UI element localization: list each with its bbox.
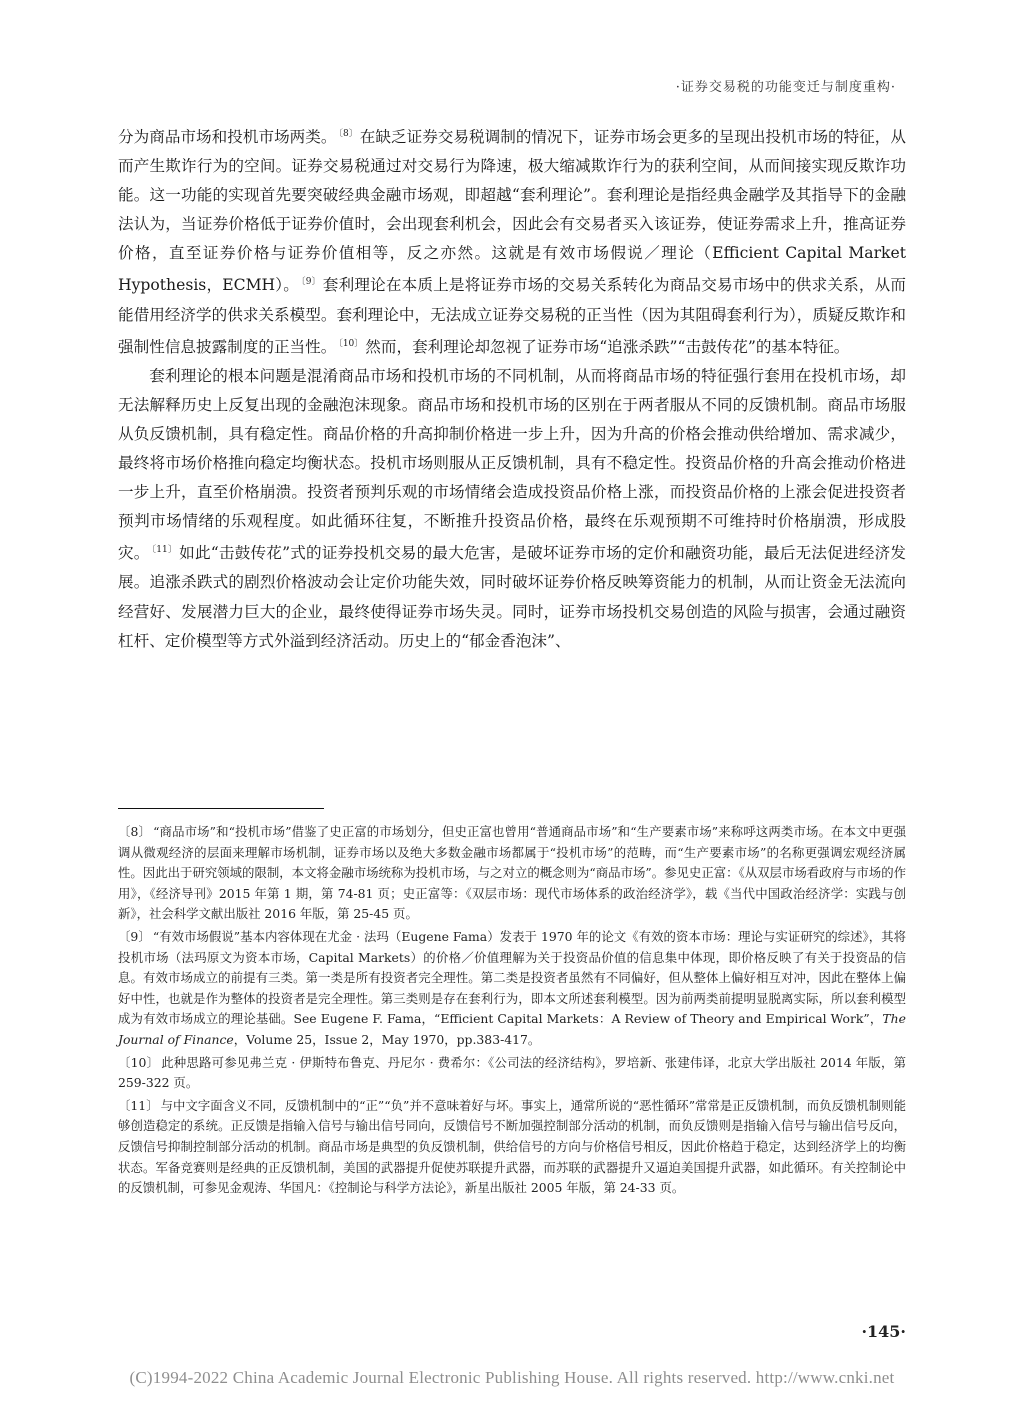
paragraph-1 bbox=[118, 120, 906, 362]
journal-title: The Journal of Finance bbox=[118, 1011, 906, 1047]
footnote-8 bbox=[118, 822, 906, 925]
running-header: ·证券交易税的功能变迁与制度重构· bbox=[675, 80, 896, 95]
footnote-number: 〔11〕 bbox=[118, 1097, 159, 1113]
paragraph-text: 然而，套利理论却忽视了证券市场“追涨杀跌”“击鼓传花”的基本特征。 bbox=[365, 337, 850, 356]
footnote-divider bbox=[118, 808, 324, 809]
footnote-ref-11[interactable]: 〔11〕 bbox=[151, 545, 178, 556]
footnote-text: 此种思路可参见弗兰克 · 伊斯特布鲁克、丹尼尔 · 费希尔：《公司法的经济结构》，罗培新、张建伟译，北京大学出版社 2014 年版，第 259-322 页。 bbox=[118, 1054, 906, 1091]
footnote-number: 〔10〕 bbox=[118, 1054, 160, 1070]
footnote-10 bbox=[118, 1053, 906, 1094]
footnote-text: “有效市场假说”基本内容体现在尤金 · 法玛（Eugene Fama）发表于 1970 年的论文《有效的资本市场：理论与实证研究的综述》，其将投机市场（法玛原文为资本市场，Capital Markets）的价格／价值理解为关于投资品价值的信息集中体现，即价格反映了有关于投资品的信息。有效市场成立的前提有三类。第一类是所有投资者完全理性。第二类是投资者虽然有不同偏好，但从整体上偏好相互对冲，因此在整体上偏好中性，也就是作为整体的投资者是完全理性。第三类则是存在套利行为，即本文所述套利模型。因为前两类前提明显脱离实际，所以套利模型成为有效市场成立的理论基础。See Eugene F. Fama，“Efficient Capital Markets：A Review of Theory and Empirical Work”， bbox=[118, 928, 907, 1027]
footnote-ref-10[interactable]: 〔10〕 bbox=[338, 338, 364, 349]
footnote-ref-9[interactable]: 〔9〕 bbox=[301, 277, 321, 288]
paragraph-text: 套利理论的根本问题是混淆商品市场和投机市场的不同机制，从而将商品市场的特征强行套用在投机市场，却无法解释历史上反复出现的金融泡沫现象。商品市场和投机市场的区别在于两者服从不同的反馈机制。商品市场服从负反馈机制，具有稳定性。商品价格的升高抑制价格进一步上升，因为升高的价格会推动供给增加、需求减少，最终将市场价格推向稳定均衡状态。投机市场则服从正反馈机制，具有不稳定性。投资品价格的升高会推动价格进一步上升，直至价格崩溃。投资者预判乐观的市场情绪会造成投资品价格上涨，而投资品价格的上涨会促进投资者预判市场情绪的乐观程度。如此循环往复，不断推升投资品价格，最终在乐观预期不可维持时价格崩溃，形成股灾。 bbox=[118, 366, 906, 563]
footnote-text: “商品市场”和“投机市场”借鉴了史正富的市场划分，但史正富也曾用“普通商品市场”和“生产要素市场”来称呼这两类市场。在本文中更强调从微观经济的层面来理解市场机制，证券市场以及绝大多数金融市场都属于“投机市场”的范畴，而“生产要素市场”的名称更强调宏观经济属性。因此出于研究领域的限制，本文将金融市场统称为投机市场，与之对立的概念则为“商品市场”。参见史正富：《从双层市场看政府与市场的作用》，《经济导刊》2015 年第 1 期，第 74-81 页；史正富等：《双层市场：现代市场体系的政治经济学》，载《当代中国政治经济学：实践与创新》，社会科学文献出版社 2016 年版，第 25-45 页。 bbox=[118, 824, 906, 922]
paragraph-2 bbox=[118, 362, 906, 656]
paragraph-text: 如此“击鼓传花”式的证券投机交易的最大危害，是破坏证券市场的定价和融资功能，最后无法促进经济发展。追涨杀跌式的剧烈价格波动会让定价功能失效，同时破坏证券价格反映筹资能力的机制，从而让资金无法流向经营好、发展潜力巨大的企业，最终使得证券市场失灵。同时，证券市场投机交易创造的风险与损害，会通过融资杠杆、定价模型等方式外溢到经济活动。历史上的“郁金香泡沫”、 bbox=[118, 544, 906, 650]
footnote-text: ，Volume 25，Issue 2，May 1970，pp.383-417。 bbox=[233, 1031, 541, 1047]
page-number: ·145· bbox=[861, 1322, 906, 1341]
copyright-watermark: (C)1994-2022 China Academic Journal Electronic Publishing House. All rights reserved. http://www.cnki.net bbox=[129, 1368, 895, 1387]
footnotes bbox=[118, 822, 906, 1201]
footnote-11 bbox=[118, 1096, 906, 1199]
main-text bbox=[118, 120, 906, 656]
paragraph-text: 在缺乏证券交易税调制的情况下，证券市场会更多的呈现出投机市场的特征，从而产生欺诈行为的空间。证券交易税通过对交易行为降速，极大缩减欺诈行为的获利空间，从而间接实现反欺诈功能。这一功能的实现首先要突破经典金融市场观，即超越“套利理论”。套利理论是指经典金融学及其指导下的金融法认为，当证券价格低于证券价值时，会出现套利机会，因此会有交易者买入该证券，使证券需求上升，推高证券价格，直至证券价格与证券价值相等，反之亦然。这就是有效市场假说／理论（Efficient Capital Market Hypothesis，ECMH）。 bbox=[118, 128, 906, 295]
footnote-number: 〔8〕 bbox=[118, 824, 152, 839]
footnote-text: 与中文字面含义不同，反馈机制中的“正”“负”并不意味着好与坏。事实上，通常所说的“恶性循环”常常是正反馈机制，而负反馈机制则能够创造稳定的系统。正反馈是指输入信号与输出信号同向，反馈信号不断加强控制部分活动的机制，而负反馈则是指输入信号与输出信号反向，反馈信号抑制控制部分活动的机制。商品市场是典型的负反馈机制，供给信号的方向与价格信号相反，因此价格趋于稳定，达到经济学上的均衡状态。军备竞赛则是经典的正反馈机制，美国的武器提升促使苏联提升武器，而苏联的武器提升又逼迫美国提升武器，如此循环。有关控制论中的反馈机制，可参见金观涛、华国凡：《控制论与科学方法论》，新星出版社 2005 年版，第 24-33 页。 bbox=[118, 1097, 906, 1196]
paragraph-text: 套利理论在本质上是将证券市场的交易关系转化为商品交易市场中的供求关系，从而能借用经济学的供求关系模型。套利理论中，无法成立证券交易税的正当性（因为其阻碍套利行为），质疑反欺诈和强制性信息披露制度的正当性。 bbox=[118, 276, 906, 356]
footnote-number: 〔9〕 bbox=[118, 928, 151, 944]
footnote-9 bbox=[118, 927, 906, 1051]
footnote-ref-8[interactable]: 〔8〕 bbox=[338, 129, 358, 139]
paragraph-text: 分为商品市场和投机市场两类。 bbox=[118, 128, 337, 146]
